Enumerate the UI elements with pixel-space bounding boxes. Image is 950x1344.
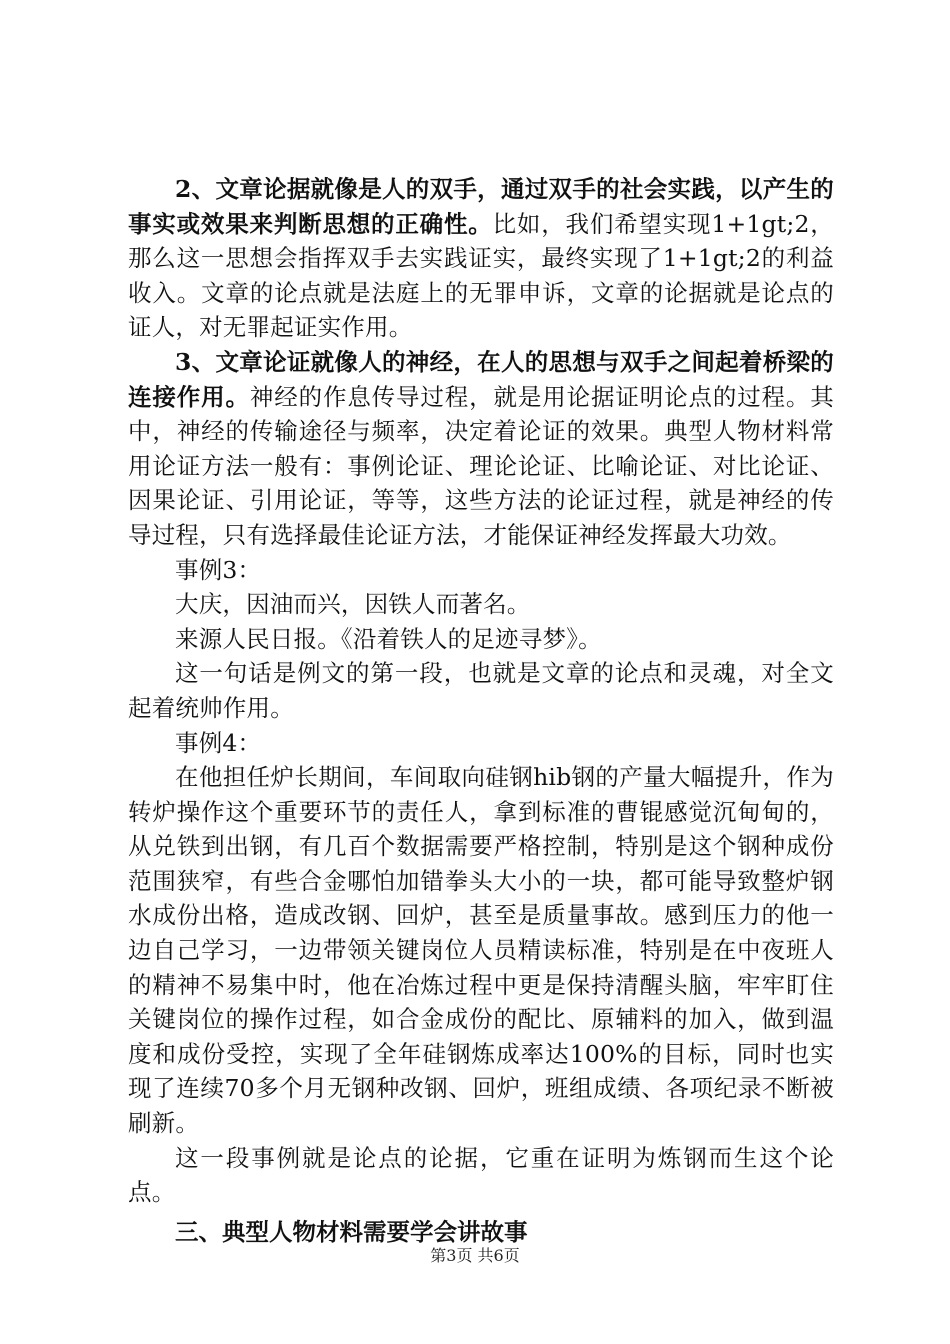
example-3-label: 事例3： (175, 555, 262, 584)
paragraph-lead: 2、文章论据就像是人的双手，通过双手的社会实践，以产生的事实或效果来判断思想的正确性。 (128, 175, 834, 238)
paragraph-lead: 3、文章论证就像人的神经，在人的思想与双手之间起着桥梁的连接作用。 (128, 347, 834, 411)
example-3-quote: 大庆，因油而兴，因铁人而著名。 (175, 590, 531, 619)
paragraph-body: 比如，我们希望实现1+1gt;2，那么这一思想会指挥双手去实践证实，最终实现了1+1gt;2的利益收入。文章的论点就是法庭上的无罪申诉，文章的论据就是论点的证人，对无罪起证实作用。 (128, 209, 834, 342)
example-4-story: 在他担任炉长期间，车间取向硅钢hib钢的产量大幅提升，作为转炉操作这个重要环节的责任人，拿到标准的曹锟感觉沉甸甸的，从兑铁到出钢，有几百个数据需要严格控制，特别是这个钢种成份范围狭窄，有些合金哪怕加错拳头大小的一块，都可能导致整炉钢水成份出格，造成改钢、回炉，甚至是质量事故。感到压力的他一边自己学习，一边带领关键岗位人员精读标准，特别是在中夜班人的精神不易集中时，他在冶炼过程中更是保持清醒头脑，牢牢盯住关键岗位的操作过程，如合金成份的配比、原辅料的加入，做到温度和成份受控，实现了全年硅钢炼成率达100%的目标，同时也实现了连续70多个月无钢种改钢、回炉，班组成绩、各项纪录不断被刷新。 (128, 763, 834, 1138)
example-4-comment: 这一段事例就是论点的论据，它重在证明为炼钢而生这个论点。 (128, 1143, 834, 1207)
paragraph-body: 神经的作息传导过程，就是用论据证明论点的过程。其中，神经的传输途径与频率，决定着论证的效果。典型人物材料常用论证方法一般有：事例论证、理论论证、比喻论证、对比论证、因果论证、引用论证，等等，这些方法的论证过程，就是神经的传导过程，只有选择最佳论证方法，才能保证神经发挥最大功效。 (128, 382, 834, 549)
paragraph-argument-evidence (128, 172, 834, 345)
example-4-label: 事例4： (175, 728, 262, 757)
page-number: 第3页 共6页 (430, 1246, 520, 1265)
paragraph-argument-reasoning (128, 345, 834, 553)
example-3-source: 来源人民日报。《沿着铁人的足迹寻梦》。 (175, 624, 602, 653)
document-body (128, 172, 834, 1252)
section-heading: 三、典型人物材料需要学会讲故事 (175, 1217, 528, 1246)
example-3-comment: 这一句话是例文的第一段，也就是文章的论点和灵魂，对全文起着统帅作用。 (128, 659, 834, 722)
